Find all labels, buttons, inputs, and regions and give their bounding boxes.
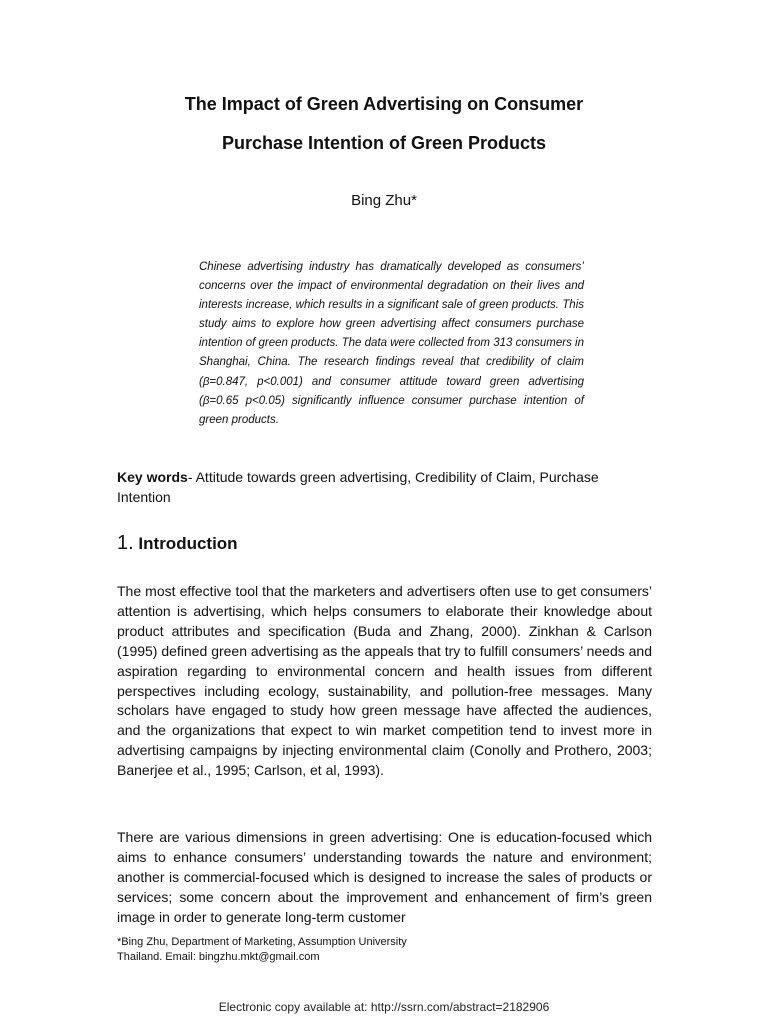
ssrn-footer: Electronic copy available at: http://ssrn.com/abstract=2182906 [218,1000,550,1014]
author-name: Bing Zhu* [351,192,417,209]
keywords-text: - Attitude towards green advertising, Credibility of Claim, Purchase Intention [117,469,599,505]
footnote-line-2: Thailand. Email: bingzhu.mkt@gmail.com [117,951,320,963]
paper-title-line1: The Impact of Green Advertising on Consumer [184,94,584,114]
keywords [117,467,652,507]
keywords-label: Key words [117,469,188,485]
footnote-line-1: *Bing Zhu, Department of Marketing, Assumption University [117,936,407,948]
paper-title-line2: Purchase Intention of Green Products [221,133,547,153]
section-heading-introduction [117,532,238,555]
author-footnote [117,935,652,965]
intro-paragraph-1: The most effective tool that the marketers and advertisers often use to get consumers’ attention is advertising, which helps consumers to elaborate their knowledge about product attributes and specification (Buda and Zhang, 2000). Zinkhan & Carlson (1995) defined green advertising as the appeals that try to fulfill consumers’ needs and aspiration regarding to environmental concern and health issues from different perspectives including ecology, sustainability, and pollution-free messages. Many scholars have engaged to study how green message have affected the audiences, and the organizations that expect to win market competition tend to invest more in advertising campaigns by injecting environmental claim (Conolly and Prothero, 2003; Banerjee et al., 1995; Carlson, et al, 1993). [117,583,652,779]
intro-paragraph-2: There are various dimensions in green advertising: One is education-focused which aims to enhance consumers’ understanding towards the nature and environment; another is commercial-focused which is designed to increase the sales of products or services; some concern about the improvement and enhancement of firm’s green image in order to generate long-term customer [117,829,652,925]
section-title: Introduction [138,534,238,553]
section-number: 1. [117,532,134,554]
abstract: Chinese advertising industry has dramatically developed as consumers’ concerns over the impact of environmental degradation on their lives and interests increase, which results in a significant sale of green products. This study aims to explore how green advertising affect consumers purchase intention of green products. The data were collected from 313 consumers in Shanghai, China. The research findings reveal that credibility of claim (β=0.847, p<0.001) and consumer attitude toward green advertising (β=0.65 p<0.05) significantly influence consumer purchase intention of green products. [199,261,584,426]
